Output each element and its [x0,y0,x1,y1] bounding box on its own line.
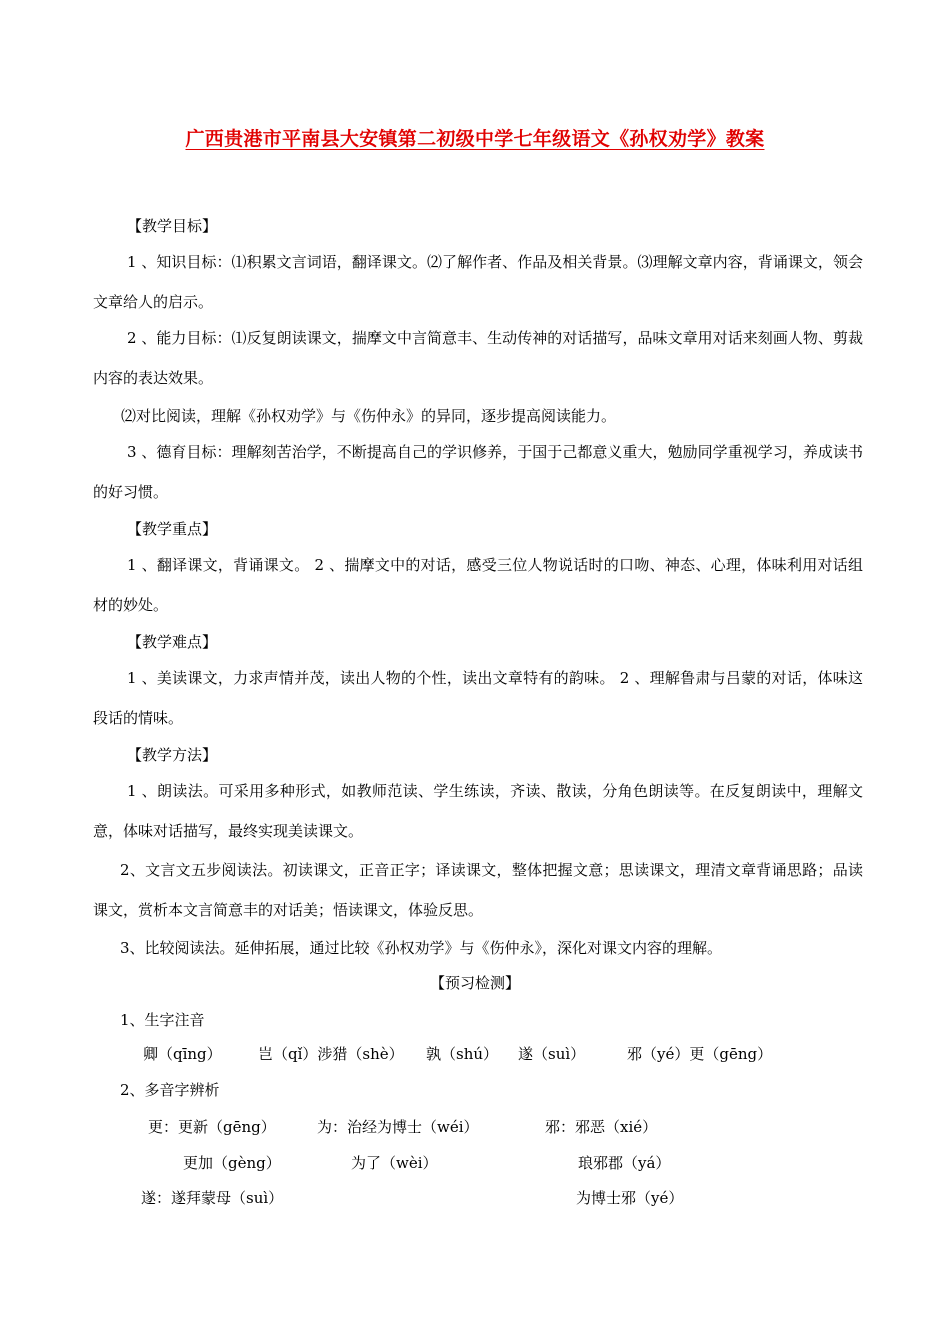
preview-heading: 【预习检测】 [429,974,520,992]
key-points-heading: 【教学重点】 [127,520,218,538]
polyphone-xie-2: 琅邪郡（yá） [578,1154,671,1172]
objective-2: 2 、能力目标：⑴反复朗读课文，揣摩文中言简意丰、生动传神的对话描写，品味文章用对话来刻画人物、剪裁内容的表达效果。 [93,329,863,387]
pinyin-item: 岂（qǐ）涉猎（shè） [258,1045,404,1063]
method-2: 2、文言文五步阅读法。初读课文，正音正字；译读课文，整体把握文意；思读课文，理清文章背诵思路；品读课文，赏析本文言简意丰的对话美；悟读课文，体验反思。 [93,861,863,919]
document-title: 广西贵港市平南县大安镇第二初级中学七年级语文《孙权劝学》教案 [185,128,765,150]
pinyin-heading: 1、生字注音 [120,1011,205,1029]
method-3: 3、比较阅读法。延伸拓展，通过比较《孙权劝学》与《伤仲永》，深化对课文内容的理解。 [120,939,723,957]
pinyin-item: 邪（yé）更（gēng） [627,1045,773,1063]
polyphone-geng-2: 更加（gèng） [183,1154,281,1172]
objective-1: 1 、知识目标：⑴积累文言词语，翻译课文。⑵了解作者、作品及相关背景。⑶理解文章内容，背诵课文，领会文章给人的启示。 [93,253,863,311]
pinyin-item: 孰（shú） [426,1045,499,1063]
method-heading: 【教学方法】 [127,746,218,764]
polyphone-heading: 2、多音字辨析 [120,1081,220,1099]
polyphone-wei-2: 为了（wèi） [351,1154,438,1172]
polyphone-geng-1: 更：更新（gēng） [148,1118,276,1136]
key-points-text: 1 、翻译课文，背诵课文。 2 、揣摩文中的对话，感受三位人物说话时的口吻、神态、心理，体味利用对话组材的妙处。 [93,556,863,614]
objective-3: 3 、德育目标：理解刻苦治学，不断提高自己的学识修养，于国于己都意义重大，勉励同学重视学习，养成读书的好习惯。 [93,443,863,501]
pinyin-item: 遂（suì） [518,1045,586,1063]
pinyin-item: 卿（qīng） [143,1045,222,1063]
method-1: 1 、朗读法。可采用多种形式，如教师范读、学生练读，齐读、散读，分角色朗读等。在反复朗读中，理解文意，体味对话描写，最终实现美读课文。 [93,782,863,840]
polyphone-sui-1: 遂：遂拜蒙母（suì） [141,1189,284,1207]
polyphone-xie-1: 邪：邪恶（xié） [545,1118,658,1136]
polyphone-xie-3: 为博士邪（yé） [576,1189,684,1207]
objectives-heading: 【教学目标】 [127,217,218,235]
difficulty-heading: 【教学难点】 [127,633,218,651]
polyphone-wei-1: 为：治经为博士（wéi） [317,1118,479,1136]
objective-2b: ⑵对比阅读，理解《孙权劝学》与《伤仲永》的异同，逐步提高阅读能力。 [121,407,617,425]
difficulty-text: 1 、美读课文，力求声情并茂，读出人物的个性，读出文章特有的韵味。 2 、理解鲁肃与吕蒙的对话，体味这段话的情味。 [93,669,863,727]
